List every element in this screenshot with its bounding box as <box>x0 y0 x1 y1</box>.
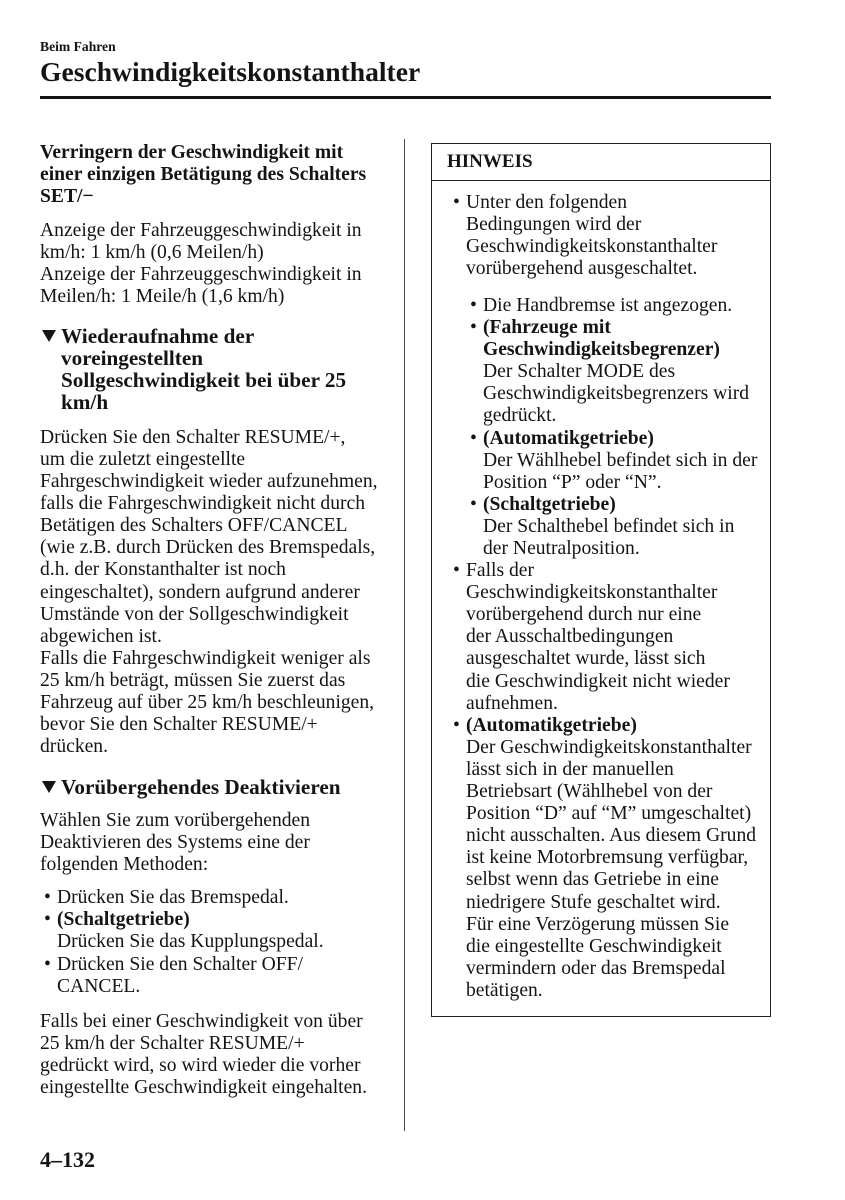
triangle-down-icon <box>42 781 56 793</box>
note-subitem-condition: • (Automatikgetriebe) <box>483 427 654 449</box>
note-item <box>449 560 762 715</box>
note-item <box>449 715 762 1002</box>
list-item <box>40 909 395 953</box>
note-box <box>431 143 771 1017</box>
note-item-text: Der Geschwindigkeitskonstanthalter lässt sich in der manuellen Betriebsart (Wählhebel von der Position “D” auf “M” umgeschaltet) nicht ausschalten. Aus diesem Grund ist keine Motorbremsung verfügbar, selbst wenn das Getriebe in eine niedrigere Stufe geschaltet wird. Für eine Verzögerung müssen Sie die eingestellte Geschwindigkeit vermindern oder das Bremspedal betätigen. <box>466 736 757 1001</box>
list-item <box>40 954 395 998</box>
note-title: HINWEIS <box>432 144 770 181</box>
note-subitem <box>466 295 762 317</box>
intro-text: Anzeige der Fahrzeuggeschwindigkeit in km/h: 1 km/h (0,6 Meilen/h) Anzeige der Fahrzeuggeschwindigkeit in Meilen/h: 1 Meile/h (1,6 km/h) <box>40 219 362 308</box>
column-divider <box>404 139 405 1131</box>
title-rule <box>40 96 771 99</box>
list-item <box>40 887 395 909</box>
note-item <box>449 192 762 560</box>
note-subitem <box>466 428 762 494</box>
note-subitem-text: Der Wählhebel befindet sich in der Position “P” oder “N”. <box>483 449 758 493</box>
deactivate-closing: Falls bei einer Geschwindigkeit von über 25 km/h der Schalter RESUME/+ gedrückt wird, so wird wieder die vorher eingestellte Geschwindigkeit eingehalten. <box>40 1010 367 1098</box>
deactivate-methods-list <box>40 887 395 998</box>
note-subitem-text: • Die Handbremse ist angezogen. <box>483 294 733 316</box>
list-item-text: • Drücken Sie das Bremspedal. <box>57 886 289 908</box>
section-heading-text: Vorübergehendes Deaktivieren <box>61 774 341 799</box>
section-heading-text: Wiederaufnahme der voreingestellten Sollgeschwindigkeit bei über 25 km/h <box>61 323 347 415</box>
page-number: 4–132 <box>40 1147 95 1172</box>
resume-paragraph-2: Falls die Fahrgeschwindigkeit weniger als 25 km/h beträgt, müssen Sie zuerst das Fahrzeug auf über 25 km/h beschleunigen, bevor Sie den Schalter RESUME/+ drücken. <box>40 647 375 758</box>
left-column <box>40 142 395 1099</box>
list-item-text: • Drücken Sie den Schalter OFF/ CANCEL. <box>57 953 303 997</box>
intro-heading: Verringern der Geschwindigkeit mit einer einzigen Betätigung des Schalters SET/− <box>40 142 367 208</box>
note-subitem-condition: • (Fahrzeuge mit Geschwindigkeitsbegrenzer) <box>483 317 720 361</box>
section-heading-resume <box>40 325 395 413</box>
note-item-condition: • (Automatikgetriebe) <box>466 714 637 736</box>
section-heading-deactivate <box>40 776 395 798</box>
page-title: Geschwindigkeitskonstanthalter <box>40 56 421 87</box>
deactivate-intro: Wählen Sie zum vorübergehenden Deaktivieren des Systems eine der folgenden Methoden: <box>40 809 311 875</box>
list-item-condition: • (Schaltgetriebe) <box>57 908 190 930</box>
running-head: Beim Fahren <box>40 39 116 54</box>
note-subitem-text: Der Schalthebel befindet sich in der Neutralposition. <box>483 515 735 559</box>
note-subitem-condition: • (Schaltgetriebe) <box>483 493 616 515</box>
note-body <box>432 181 770 1002</box>
note-item-text: • Falls der Geschwindigkeitskonstanthalter vorübergehend durch nur eine der Ausschaltbedingungen ausgeschaltet wurde, lässt sich die Geschwindigkeit nicht wieder aufnehmen. <box>466 560 730 714</box>
triangle-down-icon <box>42 330 56 342</box>
note-item-text: • Unter den folgenden Bedingungen wird der Geschwindigkeitskonstanthalter vorübergehend ausgeschaltet. <box>466 192 718 280</box>
note-sublist <box>466 295 762 560</box>
resume-paragraph-1: Drücken Sie den Schalter RESUME/+, um die zuletzt eingestellte Fahrgeschwindigkeit wieder aufzunehmen, falls die Fahrgeschwindigkeit nicht durch Betätigen des Schalters OFF/CANCEL (wie z.B. durch Drücken des Bremspedals, d.h. der Konstanthalter ist noch eingeschaltet), sondern aufgrund anderer Umstände von der Sollgeschwindigkeit abgewichen ist. <box>40 426 378 647</box>
note-subitem <box>466 317 762 427</box>
note-subitem <box>466 494 762 560</box>
list-item-text: Drücken Sie das Kupplungspedal. <box>57 930 324 952</box>
note-subitem-text: Der Schalter MODE des Geschwindigkeitsbegrenzers wird gedrückt. <box>483 361 750 427</box>
